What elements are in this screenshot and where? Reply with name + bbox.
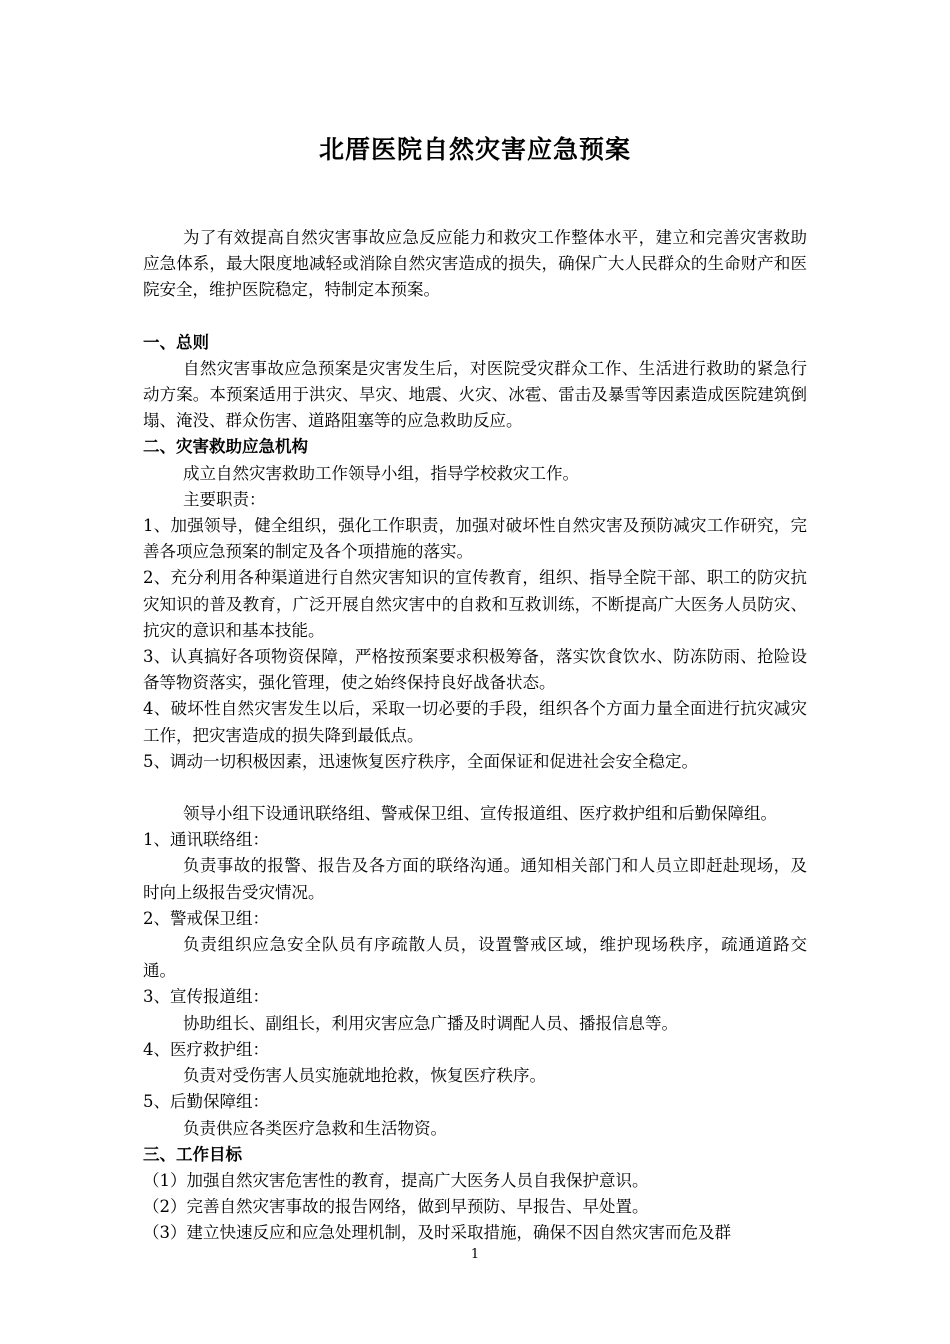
intro-paragraph: 为了有效提高自然灾害事故应急反应能力和救灾工作整体水平，建立和完善灾害救助应急体系，最大限度地减轻或消除自然灾害造成的损失，确保广大人民群众的生命财产和医院安全，维护医院稳定，特制定本预案。: [143, 228, 807, 300]
group-label: 1、通讯联络组：: [143, 830, 269, 850]
duty-item: 4、破坏性自然灾害发生以后，采取一切必要的手段，组织各个方面力量全面进行抗灾减灾工作，把灾害造成的损失降到最低点。: [143, 699, 807, 745]
spacer: [143, 775, 807, 801]
group-text: 负责组织应急安全队员有序疏散人员，设置警戒区域，维护现场秩序，疏通道路交通。: [143, 935, 807, 981]
group-label: 2、警戒保卫组：: [143, 908, 269, 928]
group-label: 4、医疗救护组：: [143, 1039, 269, 1059]
goal-item: （2）完善自然灾害事故的报告网络，做到早预防、早报告、早处置。: [143, 1197, 649, 1217]
spacer: [143, 304, 807, 330]
group-text: 负责供应各类医疗急救和生活物资。: [183, 1118, 447, 1138]
duty-item: 2、充分利用各种渠道进行自然灾害知识的宣传教育，组织、指导全院干部、职工的防灾抗灾知识的普及教育，广泛开展自然灾害中的自救和互救训练，不断提高广大医务人员防灾、抗灾的意识和基本技能。: [143, 568, 807, 640]
duty-item: 5、调动一切积极因素，迅速恢复医疗秩序，全面保证和促进社会安全稳定。: [143, 751, 698, 771]
group-label: 5、后勤保障组：: [143, 1092, 269, 1112]
document-body: [143, 225, 807, 1247]
section2-heading: 二、灾害救助应急机构: [143, 437, 308, 457]
groups-intro: 领导小组下设通讯联络组、警戒保卫组、宣传报道组、医疗救护组和后勤保障组。: [183, 804, 777, 824]
goal-item: （3）建立快速反应和应急处理机制，及时采取措施，确保不因自然灾害而危及群: [143, 1223, 731, 1243]
section1-heading: 一、总则: [143, 332, 209, 352]
document-title: 北厝医院自然灾害应急预案: [318, 135, 631, 164]
duty-item: 1、加强领导，健全组织，强化工作职责，加强对破坏性自然灾害及预防减灾工作研究，完善各项应急预案的制定及各个项措施的落实。: [143, 516, 807, 562]
goal-item: （1）加强自然灾害危害性的教育，提高广大医务人员自我保护意识。: [143, 1170, 649, 1190]
section3-heading: 三、工作目标: [143, 1144, 242, 1164]
section1-text: 自然灾害事故应急预案是灾害发生后，对医院受灾群众工作、生活进行救助的紧急行动方案。本预案适用于洪灾、旱灾、地震、火灾、冰雹、雷击及暴雪等因素造成医院建筑倒塌、淹没、群众伤害、道路阻塞等的应急救助反应。: [143, 358, 807, 431]
group-text: 负责事故的报警、报告及各方面的联络沟通。通知相关部门和人员立即赶赴现场，及时向上级报告受灾情况。: [143, 856, 807, 902]
section2-lead: 成立自然灾害救助工作领导小组，指导学校救灾工作。: [183, 463, 579, 483]
group-text: 协助组长、副组长，利用灾害应急广播及时调配人员、播报信息等。: [183, 1013, 678, 1033]
group-label: 3、宣传报道组：: [143, 987, 269, 1007]
duties-label: 主要职责：: [183, 489, 266, 509]
duty-item: 3、认真搞好各项物资保障，严格按预案要求积极筹备，落实饮食饮水、防冻防雨、抢险设备等物资落实，强化管理，使之始终保持良好战备状态。: [143, 647, 807, 693]
group-text: 负责对受伤害人员实施就地抢救，恢复医疗秩序。: [183, 1066, 546, 1086]
page-number: 1: [470, 1247, 480, 1262]
